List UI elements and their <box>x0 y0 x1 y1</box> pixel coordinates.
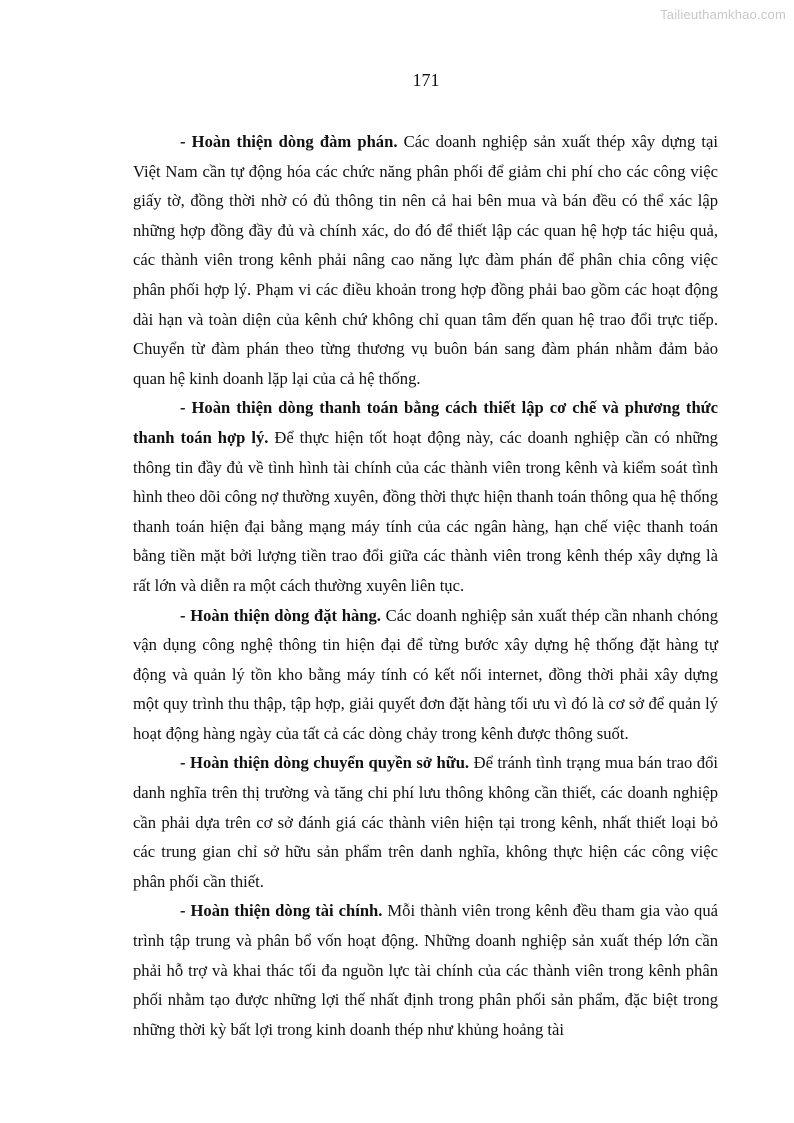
paragraph-text: Các doanh nghiệp sản xuất thép xây dựng tại Việt Nam cần tự động hóa các chức năng phân phối để giảm chi phí cho các công việc giấy tờ, đồng thời nhờ có đủ thông tin nên cả hai bên mua và bán đều có thể xác lập những hợp đồng đầy đủ và chính xác, do đó để thiết lập các quan hệ hợp tác hiệu quả, các thành viên trong kênh phải nâng cao năng lực đàm phán để phân chia công việc phân phối hợp lý. Phạm vi các điều khoản trong hợp đồng phải bao gồm các hoạt động dài hạn và toàn diện của kênh chứ không chỉ quan tâm đến quan hệ trao đổi trực tiếp. Chuyển từ đàm phán theo từng thương vụ buôn bán sang đàm phán nhằm đảm bảo quan hệ kinh doanh lặp lại của cả hệ thống. <box>133 132 718 388</box>
paragraph-payment-flow <box>133 393 718 600</box>
paragraph-text: Để tránh tình trạng mua bán trao đổi danh nghĩa trên thị trường và tăng chi phí lưu thông không cần thiết, các doanh nghiệp cần phải dựa trên cơ sở đánh giá các thành viên hiện tại trong kênh, nhất thiết loại bỏ các trung gian chỉ sở hữu sản phẩm trên danh nghĩa, không thực hiện các công việc phân phối cần thiết. <box>133 753 718 891</box>
watermark: Tailieuthamkhao.com <box>660 7 786 22</box>
paragraph-heading: - Hoàn thiện dòng đàm phán. <box>180 132 398 151</box>
paragraph-text: Các doanh nghiệp sản xuất thép cần nhanh chóng vận dụng công nghệ thông tin hiện đại để từng bước xây dựng hệ thống đặt hàng tự động và quản lý tồn kho bằng máy tính có kết nối internet, đồng thời phải xây dựng một quy trình thu thập, tập hợp, giải quyết đơn đặt hàng tối ưu vì đó là cơ sở để quản lý hoạt động hàng ngày của tất cả các dòng chảy trong kênh được thông suốt. <box>133 605 718 743</box>
document-body <box>133 127 718 1044</box>
paragraph-heading: - Hoàn thiện dòng tài chính. <box>180 901 383 921</box>
page-number: 171 <box>412 70 440 90</box>
paragraph-text: Mỗi thành viên trong kênh đều tham gia vào quá trình tập trung và phân bổ vốn hoạt động. Những doanh nghiệp sản xuất thép lớn cần phải hỗ trợ và khai thác tối đa nguồn lực tài chính của các thành viên trong kênh phân phối nhằm tạo được những lợi thế nhất định trong phân phối sản phẩm, đặc biệt trong những thời kỳ bất lợi trong kinh doanh thép như khủng hoảng tài <box>133 901 718 1039</box>
paragraph-negotiation-flow <box>133 127 718 393</box>
paragraph-text: Để thực hiện tốt hoạt động này, các doanh nghiệp cần có những thông tin đầy đủ về tình hình tài chính của các thành viên trong kênh và kiểm soát tình hình theo dõi công nợ thường xuyên, đồng thời thực hiện thanh toán thông qua hệ thống thanh toán hiện đại bằng mạng máy tính của các ngân hàng, hạn chế việc thanh toán bằng tiền mặt bởi lượng tiền trao đổi giữa các thành viên trong kênh thép xây dựng là rất lớn và diễn ra một cách thường xuyên liên tục. <box>133 427 718 595</box>
paragraph-heading: - Hoàn thiện dòng đặt hàng. <box>180 605 381 625</box>
paragraph-ownership-flow <box>133 748 718 896</box>
paragraph-ordering-flow <box>133 601 718 749</box>
paragraph-finance-flow <box>133 896 718 1044</box>
paragraph-heading: - Hoàn thiện dòng thanh toán bằng cách thiết lập cơ chế và phương thức thanh toán hợp lý. <box>133 398 718 447</box>
paragraph-heading: - Hoàn thiện dòng chuyển quyền sở hữu. <box>180 753 470 773</box>
